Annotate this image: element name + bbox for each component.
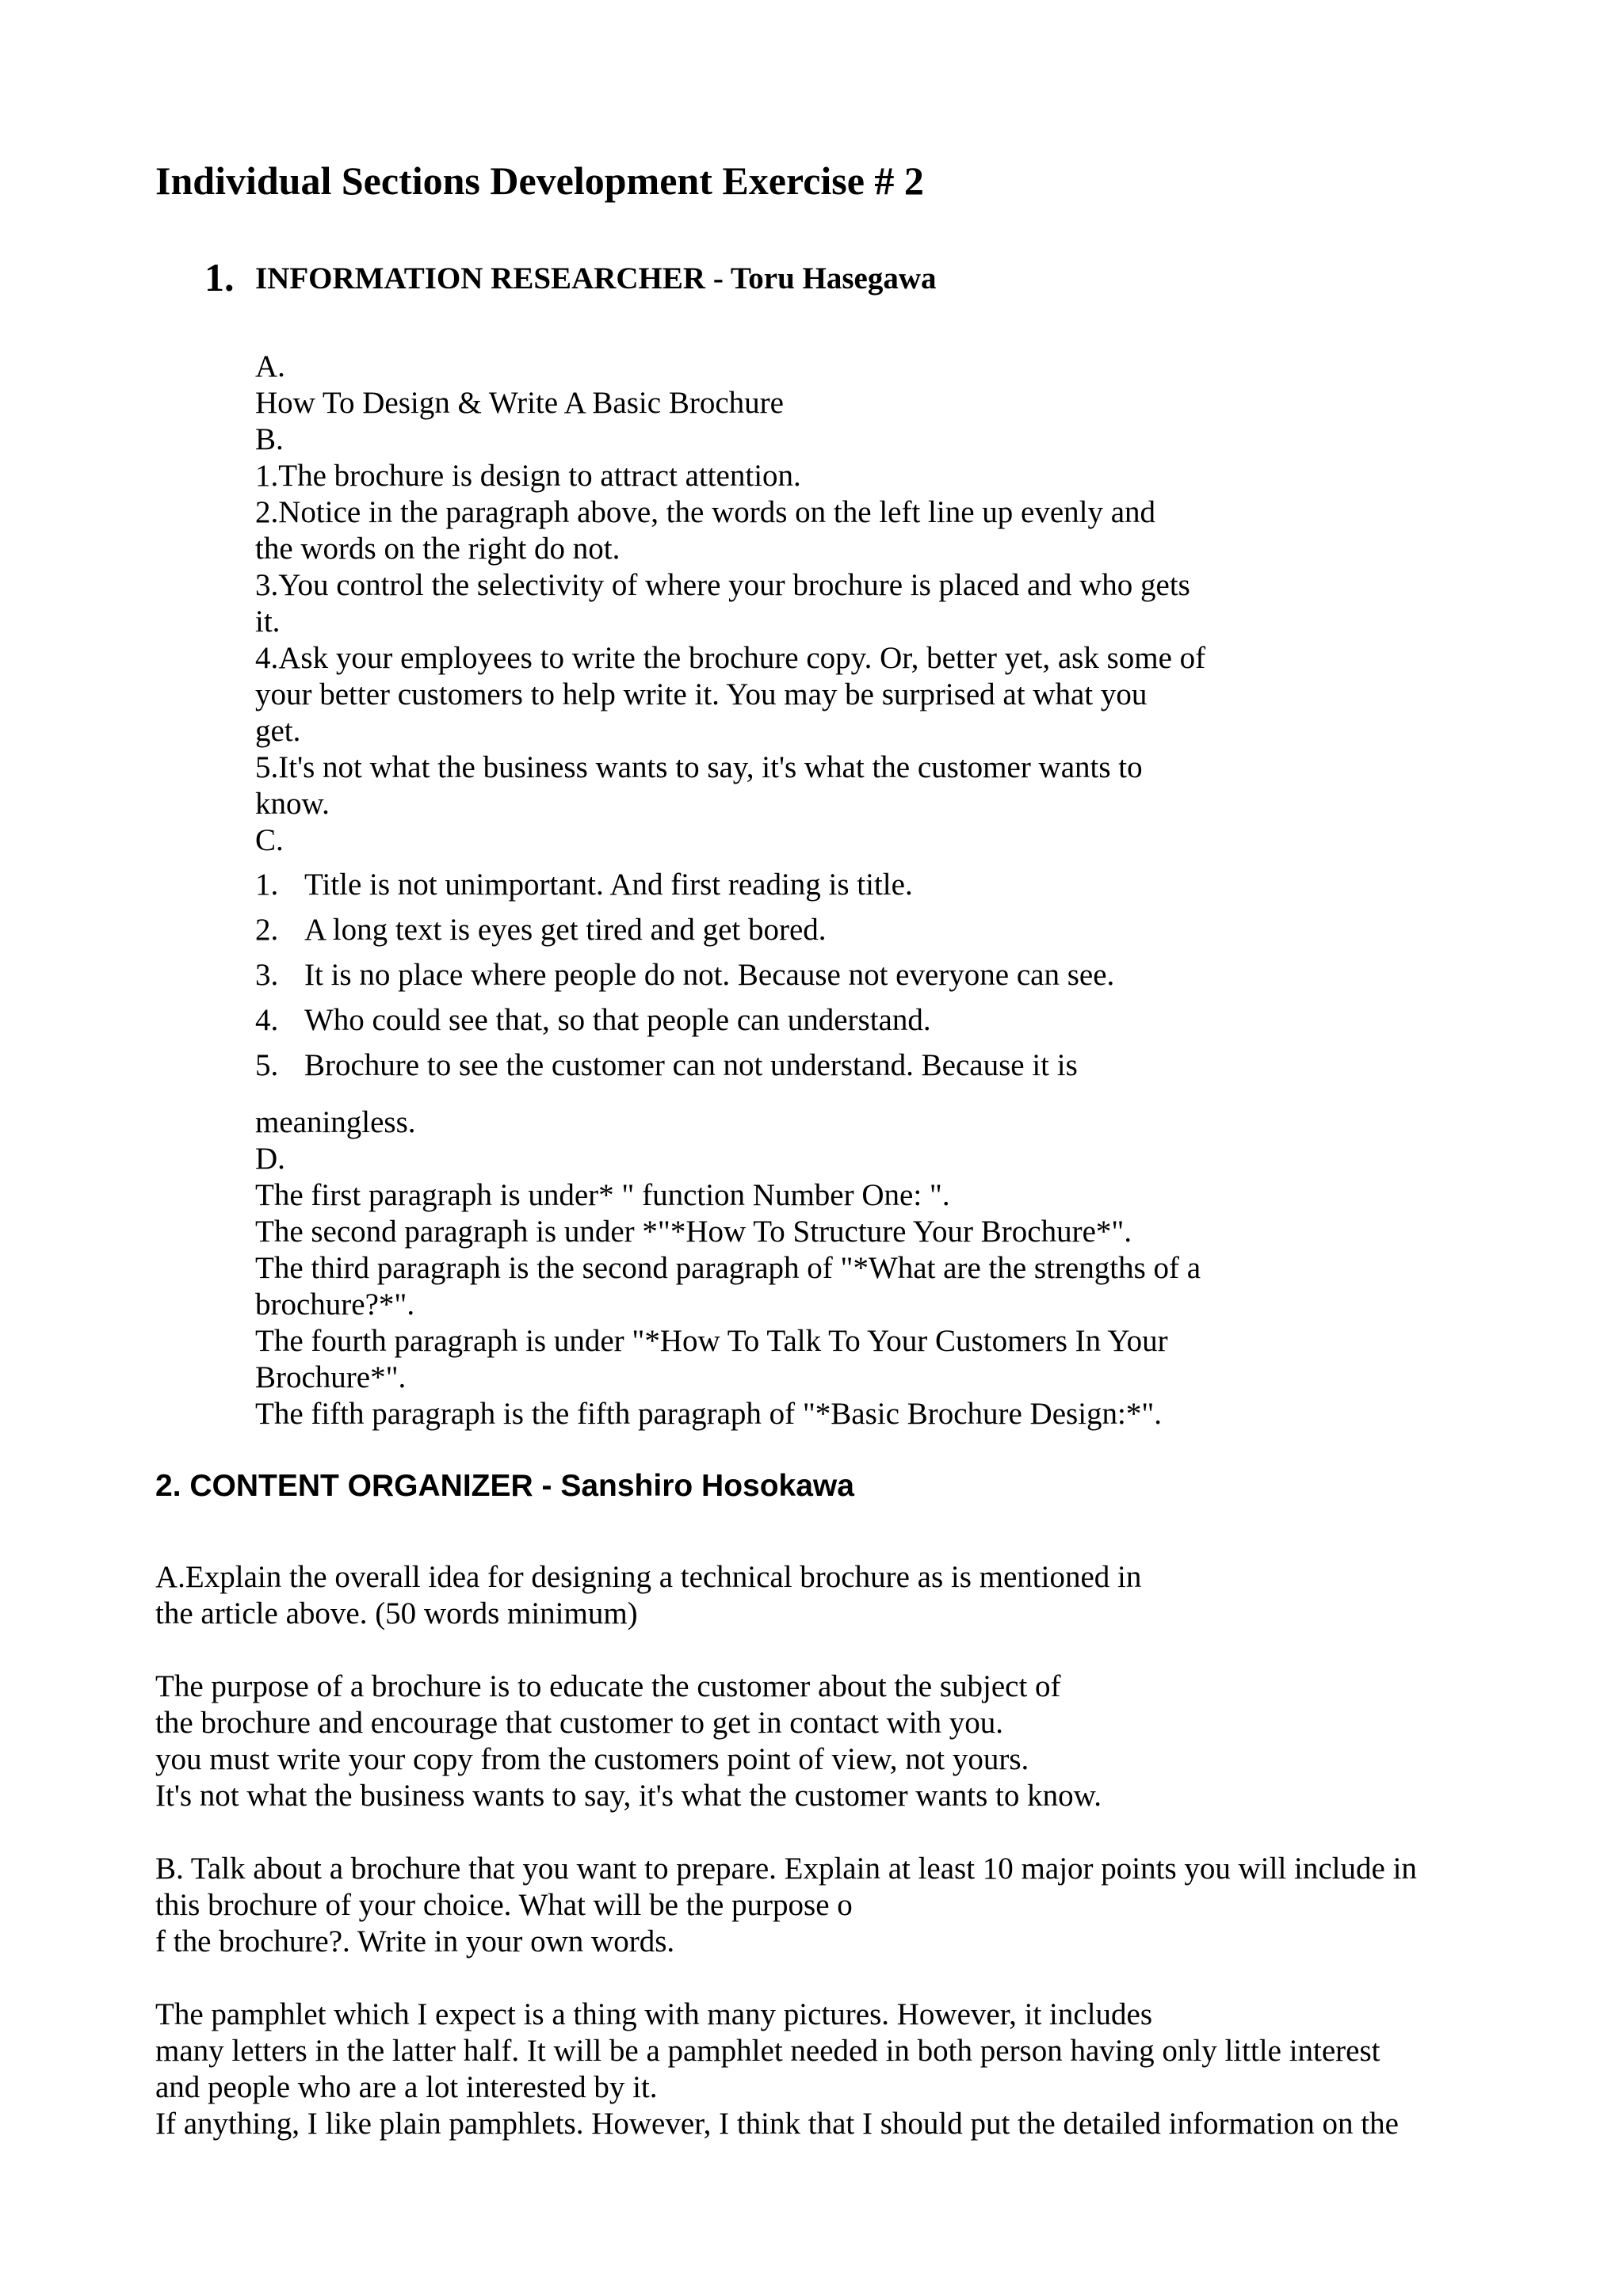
document-title: Individual Sections Development Exercise # 2 <box>155 158 924 203</box>
text-line: How To Design & Write A Basic Brochure <box>255 386 784 420</box>
list-item <box>255 957 1341 994</box>
list-item <box>255 867 1341 903</box>
text-line: The pamphlet which I expect is a thing with many pictures. However, it includes <box>155 1997 1153 2031</box>
text-line: D. <box>255 1142 285 1176</box>
text-line: The second paragraph is under *"*How To Structure Your Brochure*". <box>255 1215 1132 1249</box>
list-item <box>255 1002 1341 1039</box>
section-2-body <box>155 1559 1582 2142</box>
paragraph-gap <box>155 1814 1582 1851</box>
text-line: B. Talk about a brochure that you want to prepare. Explain at least 10 major points you will include in <box>155 1852 1417 1886</box>
text-line: 3.You control the selectivity of where your brochure is placed and who gets <box>255 568 1190 602</box>
list-item-number: 2. <box>255 913 279 947</box>
text-line: 5.It's not what the business wants to say, it's what the customer wants to <box>255 750 1143 784</box>
list-item-text: Title is not unimportant. And first reading is title. <box>304 868 913 902</box>
text-line: meaningless. <box>255 1105 416 1139</box>
list-item-text: It is no place where people do not. Because not everyone can see. <box>304 958 1115 992</box>
list-item <box>255 1047 1341 1084</box>
list-item-number: 1. <box>255 868 279 902</box>
text-line: The fifth paragraph is the fifth paragraph of "*Basic Brochure Design:*". <box>255 1397 1163 1431</box>
text-line: The first paragraph is under* " function Number One: ". <box>255 1178 950 1212</box>
text-line: The fourth paragraph is under "*How To Talk To Your Customers In Your <box>255 1324 1168 1358</box>
text-line: 2.Notice in the paragraph above, the words on the left line up evenly and <box>255 495 1156 529</box>
list-item-number: 5. <box>255 1048 279 1082</box>
text-line: it. <box>255 605 281 639</box>
text-line: It's not what the business wants to say, it's what the customer wants to know. <box>155 1779 1102 1813</box>
list-item-text: Who could see that, so that people can understand. <box>304 1003 931 1037</box>
text-line: you must write your copy from the customers point of view, not yours. <box>155 1742 1029 1776</box>
text-line: B. <box>255 422 284 456</box>
text-line: The purpose of a brochure is to educate the customer about the subject of <box>155 1669 1061 1703</box>
text-line: and people who are a lot interested by it. <box>155 2070 658 2104</box>
list-item-number: 4. <box>255 1003 279 1037</box>
section-1-heading: INFORMATION RESEARCHER - Toru Hasegawa <box>255 261 937 296</box>
text-line: the article above. (50 words minimum) <box>155 1596 638 1630</box>
text-line: C. <box>255 823 284 857</box>
text-line: this brochure of your choice. What will be the purpose o <box>155 1888 853 1922</box>
section-1-parts-a-b <box>255 349 1341 859</box>
text-line: If anything, I like plain pamphlets. However, I think that I should put the detailed information on the <box>155 2107 1399 2141</box>
text-line: Brochure*". <box>255 1360 407 1394</box>
text-line: 4.Ask your employees to write the brochure copy. Or, better yet, ask some of <box>255 641 1206 675</box>
list-item-number: 3. <box>255 958 279 992</box>
section-1-part-d <box>255 1104 1341 1432</box>
text-line: many letters in the latter half. It will be a pamphlet needed in both person having only little interest <box>155 2034 1381 2068</box>
text-line: A.Explain the overall idea for designing a technical brochure as is mentioned in <box>155 1560 1142 1594</box>
text-line: The third paragraph is the second paragraph of "*What are the strengths of a <box>255 1251 1201 1285</box>
section-2-heading: 2. CONTENT ORGANIZER - Sanshiro Hosokawa <box>155 1469 854 1503</box>
list-item-text: A long text is eyes get tired and get bored. <box>304 913 827 947</box>
text-line: get. <box>255 714 301 748</box>
text-line: the brochure and encourage that customer to get in contact with you. <box>155 1706 1003 1740</box>
section-1-number: 1. <box>204 255 235 299</box>
text-line: brochure?*". <box>255 1287 415 1322</box>
text-line: the words on the right do not. <box>255 532 621 566</box>
text-line: f the brochure?. Write in your own words. <box>155 1924 675 1958</box>
section-1-list-c <box>255 867 1341 1093</box>
text-line: A. <box>255 349 285 383</box>
text-line: know. <box>255 787 330 821</box>
text-line: your better customers to help write it. You may be surprised at what you <box>255 677 1148 711</box>
list-item <box>255 912 1341 948</box>
text-line: 1.The brochure is design to attract attention. <box>255 459 801 493</box>
list-item-text: Brochure to see the customer can not understand. Because it is <box>304 1048 1078 1082</box>
paragraph-gap <box>155 1632 1582 1669</box>
paragraph-gap <box>155 1960 1582 1997</box>
